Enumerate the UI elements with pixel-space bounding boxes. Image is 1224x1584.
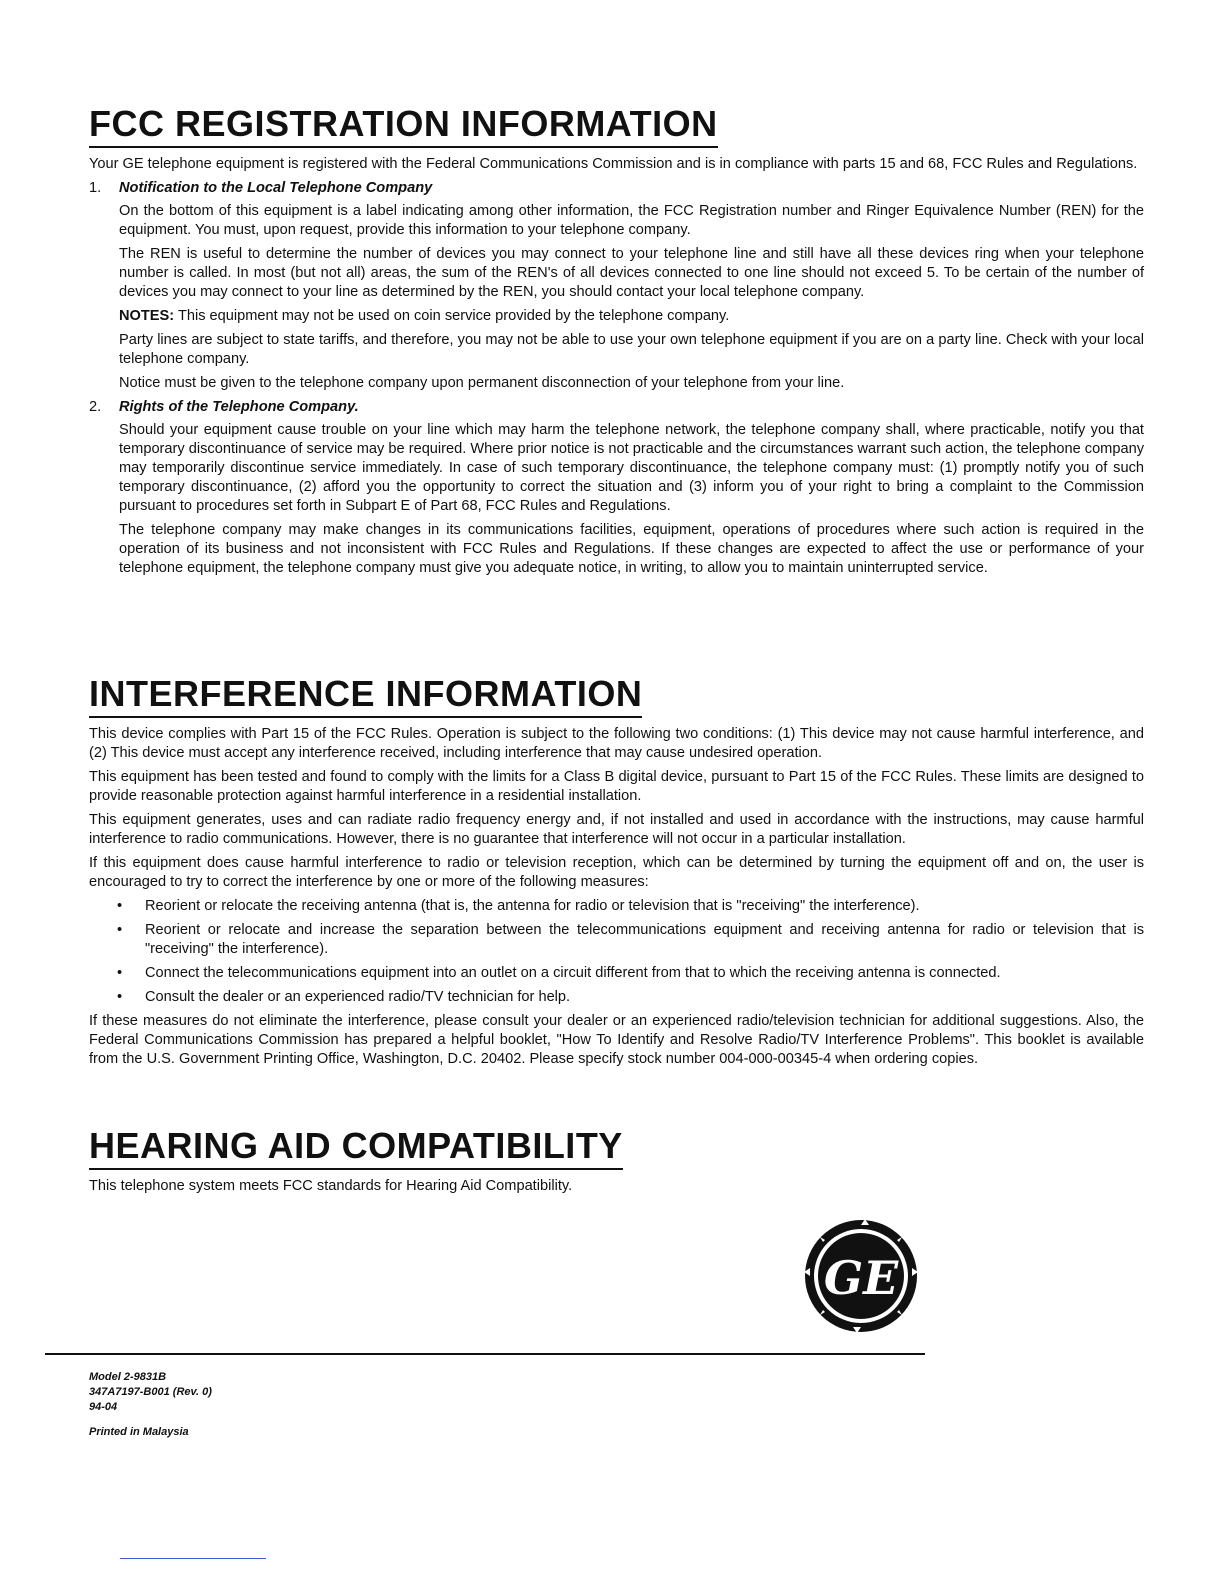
footer-divider (45, 1353, 925, 1355)
paragraph: The telephone company may make changes in its communications facilities, equipment, operations of procedures where such action is required in the operation of its business and not inconsistent with FCC Rules and Regulations. If these changes are expected to affect the use or performance of your telephone equipment, the telephone company must give you adequate notice, in writing, to allow you to maintain uninterrupted service. (119, 522, 1144, 576)
item-number: 2. (89, 399, 102, 415)
paragraph: If this equipment does cause harmful interference to radio or television reception, which can be determined by turning the equipment off and on, the user is encouraged to try to correct the interference by one or more of the following measures: (89, 855, 1144, 890)
print-date: 94-04 (89, 1401, 118, 1413)
list-item: • Connect the telecommunications equipment into an outlet on a circuit different from that to which the receiving antenna is connected. (145, 964, 1144, 983)
footer-info (89, 1370, 212, 1440)
paragraph: The REN is useful to determine the number of devices you may connect to your telephone line and still have all these devices ring when your telephone number is called. In most (but not all) areas, the sum of the REN's of all devices connected to one line should not exceed 5. To be certain of the number of devices you may connect to your line as determined by the REN, you should contact your local telephone company. (119, 246, 1144, 300)
hearing-section (89, 1126, 1144, 1201)
notes-label: NOTES: (119, 308, 175, 324)
fcc-item-2 (89, 398, 1144, 578)
fcc-item-1 (89, 179, 1144, 393)
paragraph: Party lines are subject to state tariffs, and therefore, you may not be able to use your own telephone equipment if you are on a party line. Check with your local telephone company. (119, 332, 1144, 367)
notes-paragraph (119, 307, 1144, 326)
item-title: Rights of the Telephone Company. (119, 399, 359, 415)
list-item: • Reorient or relocate and increase the separation between the telecommunications equipment and receiving antenna for radio or television that is "receiving" the interference). (145, 921, 1144, 959)
hearing-heading: HEARING AID COMPATIBILITY (89, 1126, 623, 1170)
paragraph: On the bottom of this equipment is a label indicating among other information, the FCC Registration number and Ringer Equivalence Number (REN) for the equipment. You must, upon request, provide this information to your telephone company. (119, 203, 1144, 238)
notes-text: This equipment may not be used on coin service provided by the telephone company. (177, 308, 730, 324)
list-item: • Reorient or relocate the receiving antenna (that is, the antenna for radio or television that is "receiving" the interference). (145, 897, 1144, 916)
fcc-intro: Your GE telephone equipment is registered with the Federal Communications Commission and is in compliance with parts 15 and 68, FCC Rules and Regulations. (89, 156, 1138, 172)
paragraph: Notice must be given to the telephone company upon permanent disconnection of your telephone from your line. (119, 375, 845, 391)
interference-heading: INTERFERENCE INFORMATION (89, 674, 642, 718)
fcc-section (89, 104, 1144, 583)
fcc-heading: FCC REGISTRATION INFORMATION (89, 104, 718, 148)
paragraph: Should your equipment cause trouble on your line which may harm the telephone network, the telephone company shall, where practicable, notify you that temporary discontinuance of service may be required. Where prior notice is not practicable and the circumstances warrant such action, the telephone company may temporarily discontinue service immediately. In case of such temporary discontinuance, the telephone company must: (1) promptly notify you of such temporary discontinuance, (2) afford you the opportunity to correct the situation and (3) inform you of your right to bring a complaint to the Commission pursuant to procedures set forth in Subpart E of Part 68, FCC Rules and Regulations. (119, 422, 1144, 514)
model-number: Model 2-9831B (89, 1371, 167, 1383)
part-number: 347A7197-B001 (Rev. 0) (89, 1386, 212, 1398)
measures-list (89, 897, 1144, 1007)
interference-section (89, 674, 1144, 1074)
paragraph: If these measures do not eliminate the interference, please consult your dealer or an experienced radio/television technician for additional suggestions. Also, the Federal Communications Commission has prepared a helpful booklet, "How To Identify and Resolve Radio/TV Interference Problems". This booklet is available from the U.S. Government Printing Office, Washington, D.C. 20402. Please specify stock number 004-000-00345-4 when ordering copies. (89, 1013, 1144, 1067)
svg-text:GE: GE (823, 1251, 899, 1305)
scan-artifact-line (120, 1558, 266, 1559)
list-item: • Consult the dealer or an experienced radio/TV technician for help. (145, 988, 1144, 1007)
item-title: Notification to the Local Telephone Company (119, 180, 433, 196)
paragraph: This device complies with Part 15 of the FCC Rules. Operation is subject to the following two conditions: (1) This device may not cause harmful interference, and (2) This device must accept any interference received, including interference that may cause undesired operation. (89, 726, 1144, 761)
item-number: 1. (89, 180, 102, 196)
paragraph: This equipment has been tested and found to comply with the limits for a Class B digital device, pursuant to Part 15 of the FCC Rules. These limits are designed to provide reasonable protection against harmful interference in a residential installation. (89, 769, 1144, 804)
paragraph: This equipment generates, uses and can radiate radio frequency energy and, if not installed and used in accordance with the instructions, may cause harmful interference to radio communications. However, there is no guarantee that interference will not occur in a particular installation. (89, 812, 1144, 847)
printed-in: Printed in Malaysia (89, 1426, 189, 1438)
ge-logo-icon (803, 1218, 919, 1334)
paragraph: This telephone system meets FCC standards for Hearing Aid Compatibility. (89, 1178, 573, 1194)
